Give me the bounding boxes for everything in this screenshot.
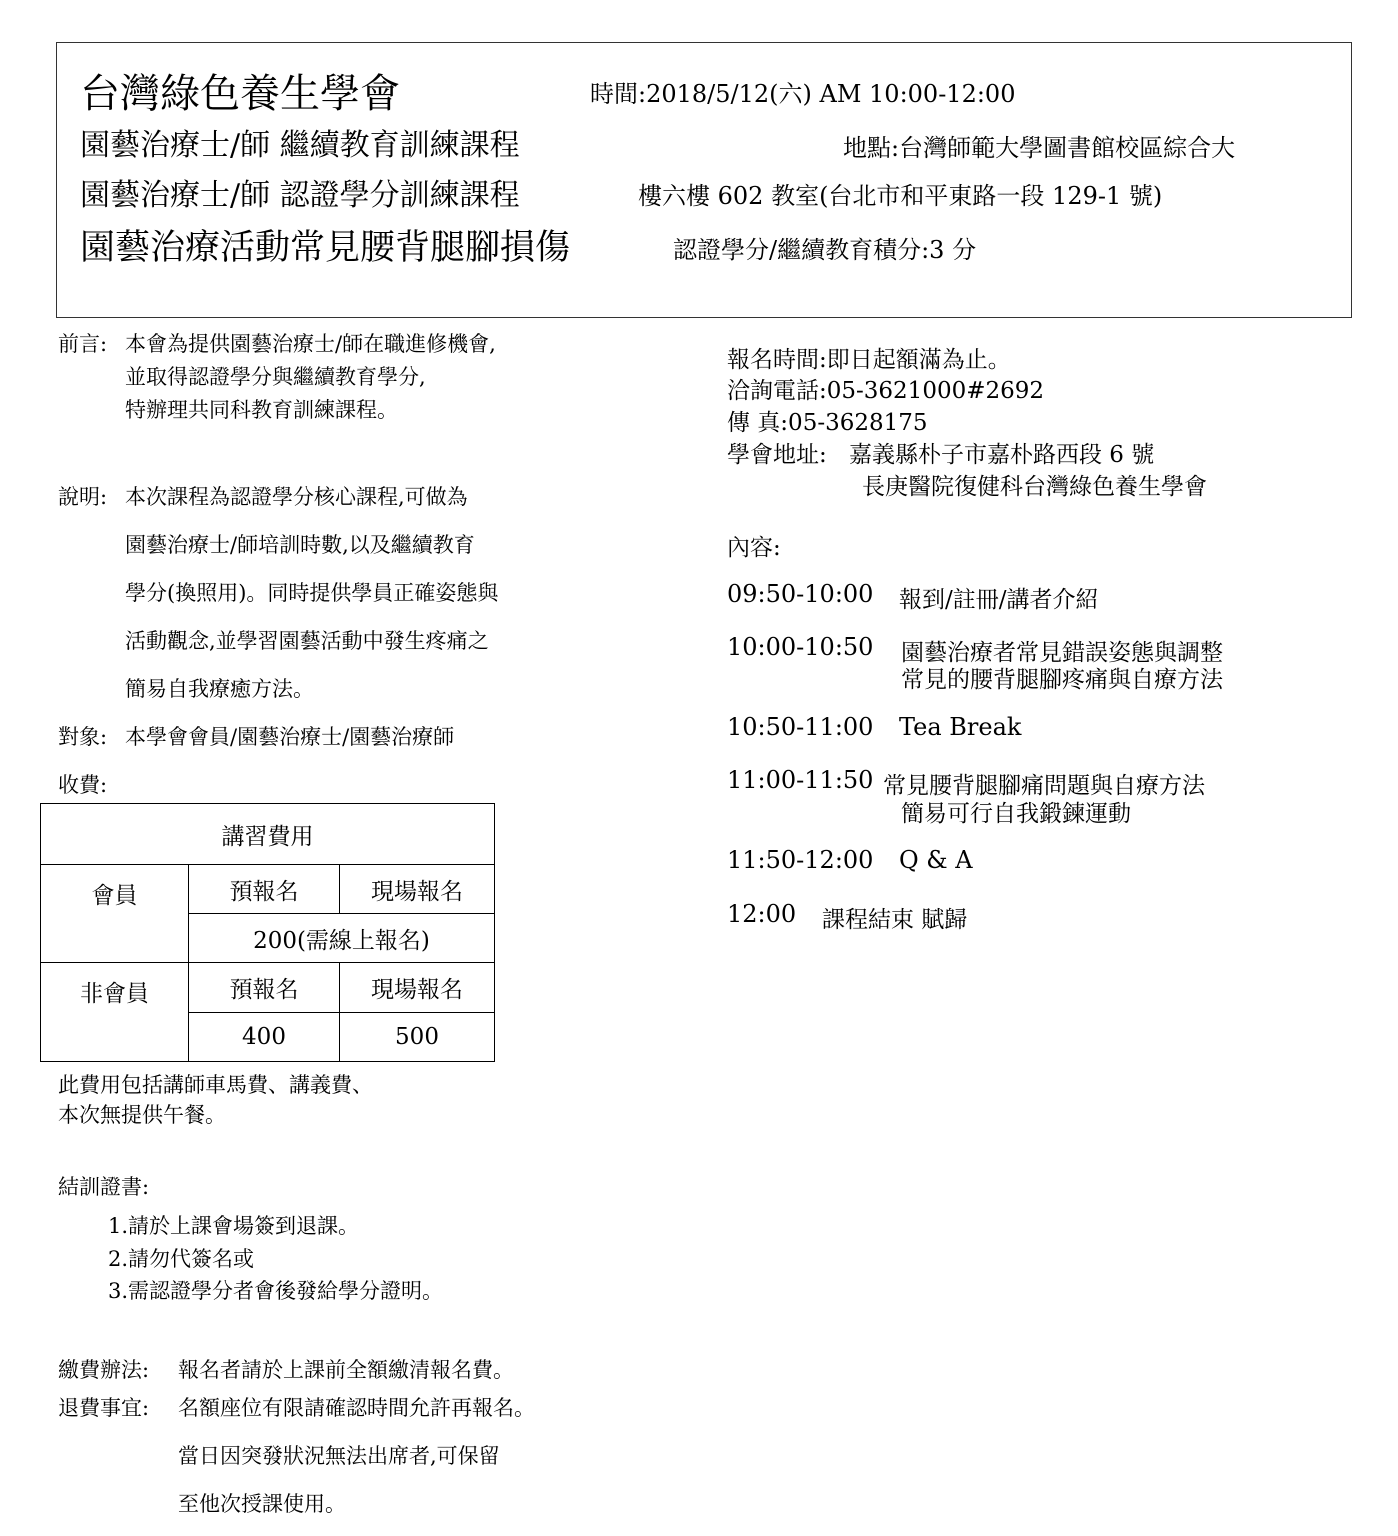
contact-phone: 洽詢電話:05-3621000#2692 — [727, 378, 1045, 404]
event-location-line1: 地點:台灣師範大學圖書館校區綜合大 — [843, 134, 1236, 162]
non-member-label: 非會員 — [41, 963, 189, 1062]
refund-line: 名額座位有限請確認時間允許再報名。 — [178, 1396, 535, 1420]
refund-label: 退費事宜: — [58, 1396, 150, 1420]
non-member-onsite-fee: 500 — [340, 1013, 495, 1062]
description-line: 簡易自我療癒方法。 — [125, 677, 314, 701]
course-title-continuing: 園藝治療士/師 繼續教育訓練課程 — [80, 128, 520, 163]
pre-registration-header: 預報名 — [189, 963, 340, 1013]
fee-note: 本次無提供午餐。 — [58, 1103, 226, 1127]
payment-value: 報名者請於上課前全額繳清報名費。 — [178, 1358, 514, 1382]
schedule-label: 內容: — [727, 535, 781, 561]
event-time: 時間:2018/5/12(六) AM 10:00-12:00 — [590, 80, 1016, 108]
description-label: 說明: — [58, 485, 108, 509]
schedule-time: 12:00 — [727, 900, 797, 928]
address-line: 嘉義縣朴子市嘉朴路西段 6 號 — [849, 442, 1155, 468]
course-title-certification: 園藝治療士/師 認證學分訓練課程 — [80, 178, 520, 213]
schedule-activity: 園藝治療者常見錯誤姿態與調整 — [901, 640, 1223, 666]
fee-table — [40, 803, 495, 1062]
schedule-activity: Q & A — [899, 846, 973, 874]
schedule-activity: 報到/註冊/講者介紹 — [899, 587, 1099, 613]
preface-label: 前言: — [58, 332, 108, 356]
schedule-activity: Tea Break — [899, 713, 1022, 741]
onsite-registration-header: 現場報名 — [340, 963, 495, 1013]
audience-value: 本學會會員/園藝治療士/園藝治療師 — [125, 725, 455, 749]
address-label: 學會地址: — [727, 442, 827, 468]
course-main-title: 園藝治療活動常見腰背腿腳損傷 — [80, 228, 571, 268]
preface-line: 並取得認證學分與繼續教育學分, — [125, 365, 426, 389]
pre-registration-header: 預報名 — [189, 865, 340, 914]
fee-table-title: 講習費用 — [41, 804, 495, 865]
schedule-activity: 課程結束 賦歸 — [822, 907, 968, 933]
description-line: 活動觀念,並學習園藝活動中發生疼痛之 — [125, 629, 489, 653]
certificate-item: 2.請勿代簽名或 — [108, 1247, 255, 1271]
schedule-time: 10:00-10:50 — [727, 633, 874, 661]
event-location-line2: 樓六樓 602 教室(台北市和平東路一段 129-1 號) — [638, 182, 1163, 210]
audience-label: 對象: — [58, 725, 108, 749]
preface-line: 本會為提供園藝治療士/師在職進修機會, — [125, 332, 496, 356]
onsite-registration-header: 現場報名 — [340, 865, 495, 914]
description-line: 學分(換照用)。同時提供學員正確姿態與 — [125, 581, 499, 605]
refund-line: 當日因突發狀況無法出席者,可保留 — [178, 1444, 500, 1468]
schedule-time: 11:50-12:00 — [727, 846, 874, 874]
description-line: 本次課程為認證學分核心課程,可做為 — [125, 485, 468, 509]
member-fee: 200(需線上報名) — [189, 914, 495, 963]
schedule-time: 11:00-11:50 — [727, 766, 874, 794]
registration-period: 報名時間:即日起額滿為止。 — [727, 347, 1011, 373]
certificate-label: 結訓證書: — [58, 1175, 150, 1199]
schedule-time: 09:50-10:00 — [727, 580, 874, 608]
contact-fax: 傳 真:05-3628175 — [727, 410, 928, 436]
certificate-item: 1.請於上課會場簽到退課。 — [108, 1214, 360, 1238]
address-line: 長庚醫院復健科台灣綠色養生學會 — [862, 474, 1207, 500]
payment-label: 繳費辦法: — [58, 1358, 150, 1382]
description-line: 園藝治療士/師培訓時數,以及繼續教育 — [125, 533, 475, 557]
organization-name: 台灣綠色養生學會 — [80, 71, 400, 117]
schedule-activity: 常見腰背腿腳痛問題與自療方法 — [883, 773, 1205, 799]
member-label: 會員 — [41, 865, 189, 963]
schedule-time: 10:50-11:00 — [727, 713, 874, 741]
schedule-activity: 常見的腰背腿腳疼痛與自療方法 — [901, 667, 1223, 693]
non-member-pre-fee: 400 — [189, 1013, 340, 1062]
refund-line: 至他次授課使用。 — [178, 1492, 346, 1516]
fee-note: 此費用包括講師車馬費、講義費、 — [58, 1073, 373, 1097]
credit-info: 認證學分/繼續教育積分:3 分 — [673, 236, 977, 264]
certificate-item: 3.需認證學分者會後發給學分證明。 — [108, 1279, 444, 1303]
fees-label: 收費: — [58, 773, 108, 797]
schedule-activity: 簡易可行自我鍛鍊運動 — [901, 801, 1131, 827]
preface-line: 特辦理共同科教育訓練課程。 — [125, 398, 398, 422]
